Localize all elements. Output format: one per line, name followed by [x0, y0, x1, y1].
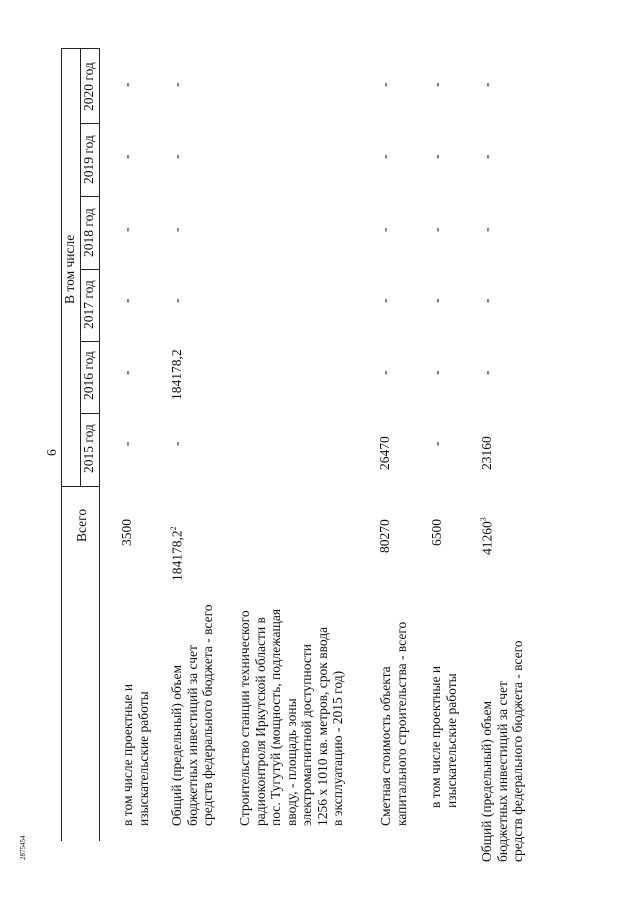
header-year-2016: 2016 год [81, 351, 96, 400]
row-value: 184178,2 [169, 349, 184, 400]
row-value: - [119, 370, 134, 375]
col-sep-2015-2016 [80, 413, 99, 414]
row-value: - [169, 82, 184, 87]
row-value: - [479, 227, 494, 232]
col-sep-2016-2017 [80, 341, 99, 342]
row-total-footnote: 3 [479, 517, 488, 522]
page-number: 6 [44, 449, 59, 456]
row-label: Сметная стоимость объекта капитального строительства - всего [378, 621, 409, 826]
col-sep-total [61, 486, 99, 487]
header-year-2019: 2019 год [81, 135, 96, 184]
row-value: - [479, 154, 494, 159]
row-total: 3500 [119, 519, 134, 546]
object-description: Строительство станции технического радиоконтроля Иркутской области в пос. Тугутуй (мощность, подлежащая вводу, - площадь зоны электромагнитной доступности 1256 х 1010 кв. метров, срок ввода в эксплуатацию - 2015 год) [237, 608, 345, 826]
row-total: 80270 [377, 519, 392, 553]
row-value: - [119, 227, 134, 232]
row-value: 26470 [377, 436, 392, 470]
header-year-2015: 2015 год [81, 424, 96, 473]
row-value: - [429, 298, 444, 303]
row-value: - [479, 82, 494, 87]
row-total: 6500 [429, 519, 444, 546]
header-including: В том числе [62, 234, 77, 304]
row-value: - [429, 441, 444, 446]
col-sep-2019-2020 [80, 123, 99, 124]
table-header-left-rule [61, 48, 62, 841]
row-value: - [429, 370, 444, 375]
including-band-rule [80, 48, 81, 486]
row-value: - [479, 370, 494, 375]
header-year-2017: 2017 год [81, 280, 96, 329]
table-header-right-rule [99, 48, 100, 841]
row-total [170, 526, 184, 581]
row-total-value: 184178,2 [169, 530, 185, 581]
header-total: Всего [74, 508, 89, 542]
row-value: - [119, 82, 134, 87]
row-value: - [429, 227, 444, 232]
row-total-value: 41260 [479, 521, 495, 555]
row-value: - [169, 227, 184, 232]
row-value: - [377, 154, 392, 159]
row-value: - [169, 154, 184, 159]
row-value: - [377, 298, 392, 303]
row-total [480, 517, 494, 555]
header-year-2018: 2018 год [81, 208, 96, 257]
row-value: - [377, 227, 392, 232]
document-id: 2875454 [19, 835, 27, 860]
row-value: - [429, 154, 444, 159]
row-value: - [169, 441, 184, 446]
row-value: - [119, 298, 134, 303]
row-label: в том числе проектные и изыскательские работы [120, 683, 151, 826]
col-sep-2018-2019 [80, 196, 99, 197]
row-label: Общий (предельный) объем бюджетных инвестиций за счет средств федерального бюджета - всего [479, 640, 525, 862]
row-label: Общий (предельный) объем бюджетных инвестиций за счет средств федерального бюджета - всего [169, 604, 215, 826]
row-value: - [119, 154, 134, 159]
row-label: в том числе проектные и изыскательские работы [428, 665, 459, 808]
row-value: - [479, 298, 494, 303]
row-value: - [119, 441, 134, 446]
row-value: - [377, 370, 392, 375]
header-year-2020: 2020 год [81, 62, 96, 111]
row-value: 23160 [479, 436, 494, 470]
row-total-footnote: 2 [169, 526, 178, 531]
row-value: - [377, 82, 392, 87]
row-value: - [169, 298, 184, 303]
row-value: - [429, 82, 444, 87]
col-sep-2017-2018 [80, 269, 99, 270]
years-band-rule [80, 48, 99, 49]
